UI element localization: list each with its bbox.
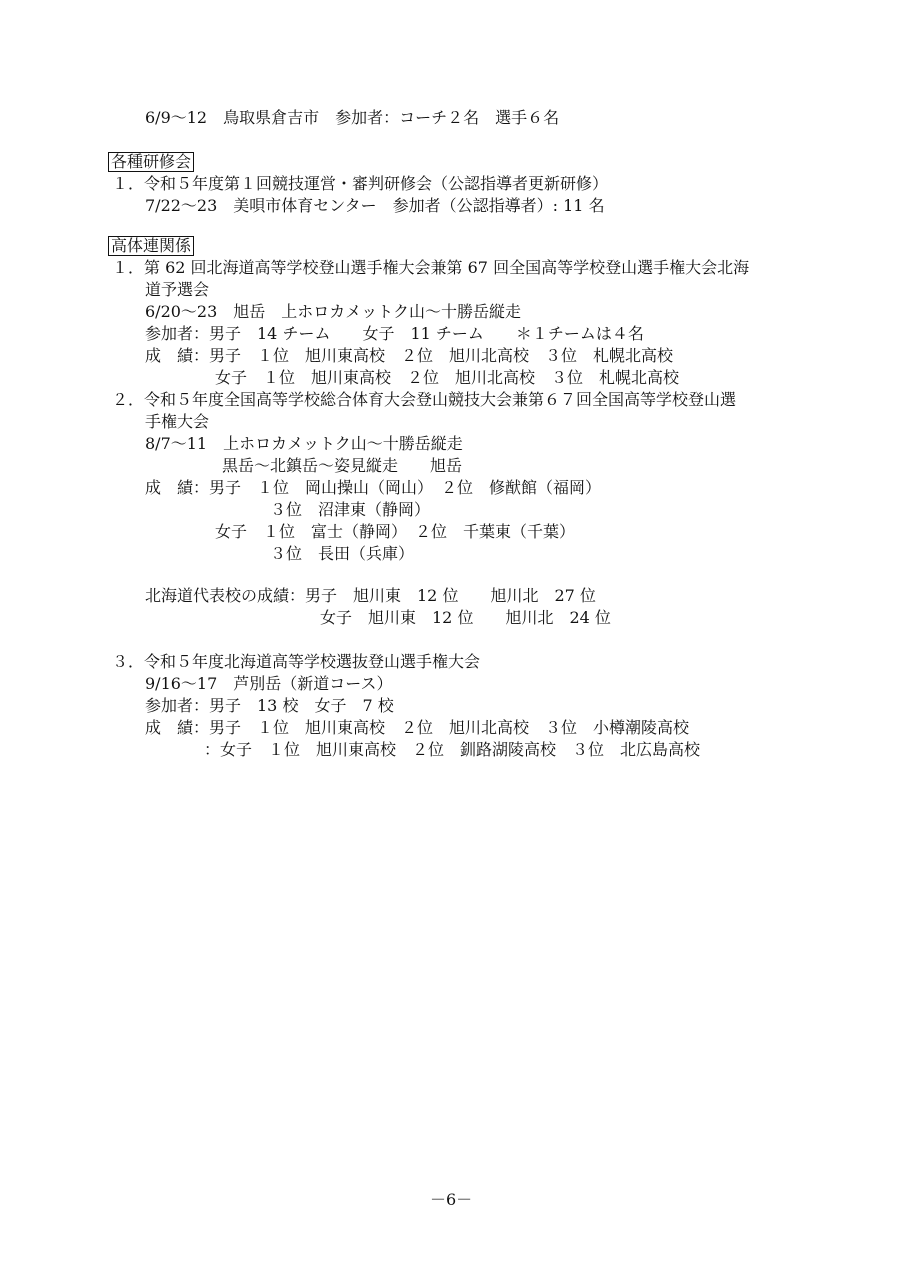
hokkaido-results-line: 女子 旭川東 12 位 旭川北 24 位 xyxy=(320,608,611,627)
list-item-koutairen-3: ３．令和５年度北海道高等学校選抜登山選手権大会 xyxy=(112,652,481,671)
results-line: 女子 １位 富士（静岡） ２位 千葉東（千葉） xyxy=(215,522,576,541)
results-line: ：女子 １位 旭川東高校 ２位 釧路湖陵高校 ３位 北広島高校 xyxy=(204,740,701,759)
results-line: ３位 沼津東（静岡） xyxy=(270,500,431,519)
detail-line: 9/16～17 芦別岳（新道コース） xyxy=(145,674,393,693)
schedule-line: 6/9～12 鳥取県倉吉市 参加者：コーチ２名 選手６名 xyxy=(145,108,560,127)
section-heading-koutairen: 高体連関係 xyxy=(108,236,194,256)
results-line: 成 績：男子 １位 旭川東高校 ２位 旭川北高校 ３位 札幌北高校 xyxy=(145,346,674,365)
detail-line: 参加者：男子 14 チーム 女子 11 チーム ＊１チームは４名 xyxy=(145,324,644,343)
detail-line: 7/22～23 美唄市体育センター 参加者（公認指導者）: 11 名 xyxy=(145,196,605,215)
detail-line: 参加者：男子 13 校 女子 7 校 xyxy=(145,696,394,715)
results-line: 成 績：男子 １位 旭川東高校 ２位 旭川北高校 ３位 小樽潮陵高校 xyxy=(145,718,690,737)
results-line: 成 績：男子 １位 岡山操山（岡山） ２位 修猷館（福岡） xyxy=(145,478,602,497)
list-item-continuation: 道予選会 xyxy=(145,280,210,299)
list-item-training-1: １．令和５年度第１回競技運営・審判研修会（公認指導者更新研修） xyxy=(112,174,609,193)
results-line: 女子 １位 旭川東高校 ２位 旭川北高校 ３位 札幌北高校 xyxy=(215,368,680,387)
list-item-continuation: 手権大会 xyxy=(145,412,210,431)
list-item-koutairen-1: １．第 62 回北海道高等学校登山選手権大会兼第 67 回全国高等学校登山選手権大会北海 xyxy=(112,258,750,277)
detail-line: 8/7～11 上ホロカメットク山～十勝岳縦走 xyxy=(145,434,463,453)
section-heading-training: 各種研修会 xyxy=(108,152,194,172)
detail-line: 6/20～23 旭岳 上ホロカメットク山～十勝岳縦走 xyxy=(145,302,521,321)
results-line: ３位 長田（兵庫） xyxy=(270,544,415,563)
page-number: －6－ xyxy=(430,1190,473,1209)
detail-line: 黒岳～北鎮岳～姿見縦走 旭岳 xyxy=(222,456,463,475)
list-item-koutairen-2: ２．令和５年度全国高等学校総合体育大会登山競技大会兼第６７回全国高等学校登山選 xyxy=(112,390,737,409)
hokkaido-results-line: 北海道代表校の成績：男子 旭川東 12 位 旭川北 27 位 xyxy=(145,586,596,605)
